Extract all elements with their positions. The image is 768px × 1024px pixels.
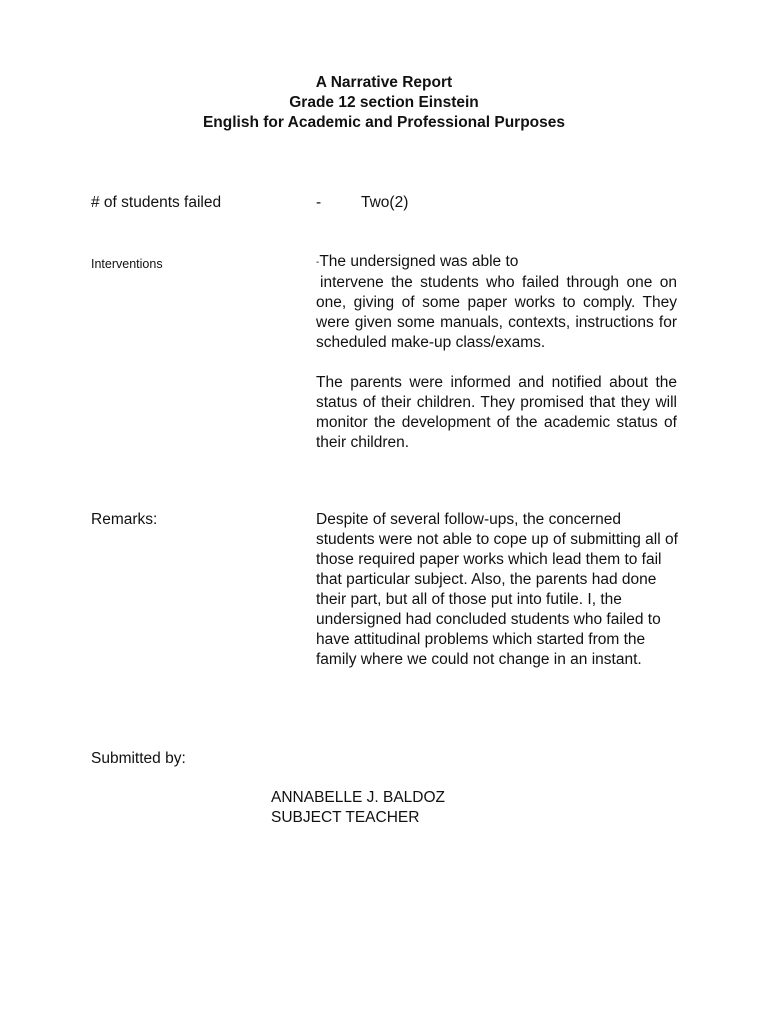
interventions-lead-dash: -	[316, 257, 320, 268]
interventions-text	[316, 252, 677, 453]
interventions-label: Interventions	[91, 257, 163, 271]
interventions-paragraph-1-body: intervene the students who failed through one on one, giving of some paper works to comply. They were given some manuals, contexts, instructions for scheduled make-up class/exams.	[316, 274, 677, 351]
interventions-paragraph-2: The parents were informed and notified about the status of their children. They promised that they will monitor the development of the academic status of their children.	[316, 374, 677, 451]
signature-block	[271, 788, 445, 828]
signatory-role: SUBJECT TEACHER	[271, 809, 420, 826]
signatory-name: ANNABELLE J. BALDOZ	[271, 789, 446, 806]
failed-label: # of students failed	[91, 194, 222, 211]
remarks-label: Remarks:	[91, 511, 158, 528]
interventions-first-line: The undersigned was able to	[319, 253, 519, 270]
failed-dash: -	[316, 194, 322, 211]
report-header	[0, 73, 768, 133]
report-subject: English for Academic and Professional Purposes	[202, 114, 566, 131]
report-title: A Narrative Report	[315, 74, 453, 91]
failed-value: Two(2)	[361, 194, 409, 211]
interventions-paragraph-1-rest	[316, 273, 677, 353]
remarks-text: Despite of several follow-ups, the concerned students were not able to cope up of submitting all of those required paper works which lead them to fail that particular subject. Also, the parents had done their part, but all of those put into futile. I, the undersigned had concluded students who failed to have attitudinal problems which started from the family where we could not change in an instant.	[316, 511, 678, 668]
interventions-paragraph-1	[316, 252, 677, 273]
submitted-label: Submitted by:	[91, 750, 186, 767]
report-section: Grade 12 section Einstein	[289, 94, 479, 111]
